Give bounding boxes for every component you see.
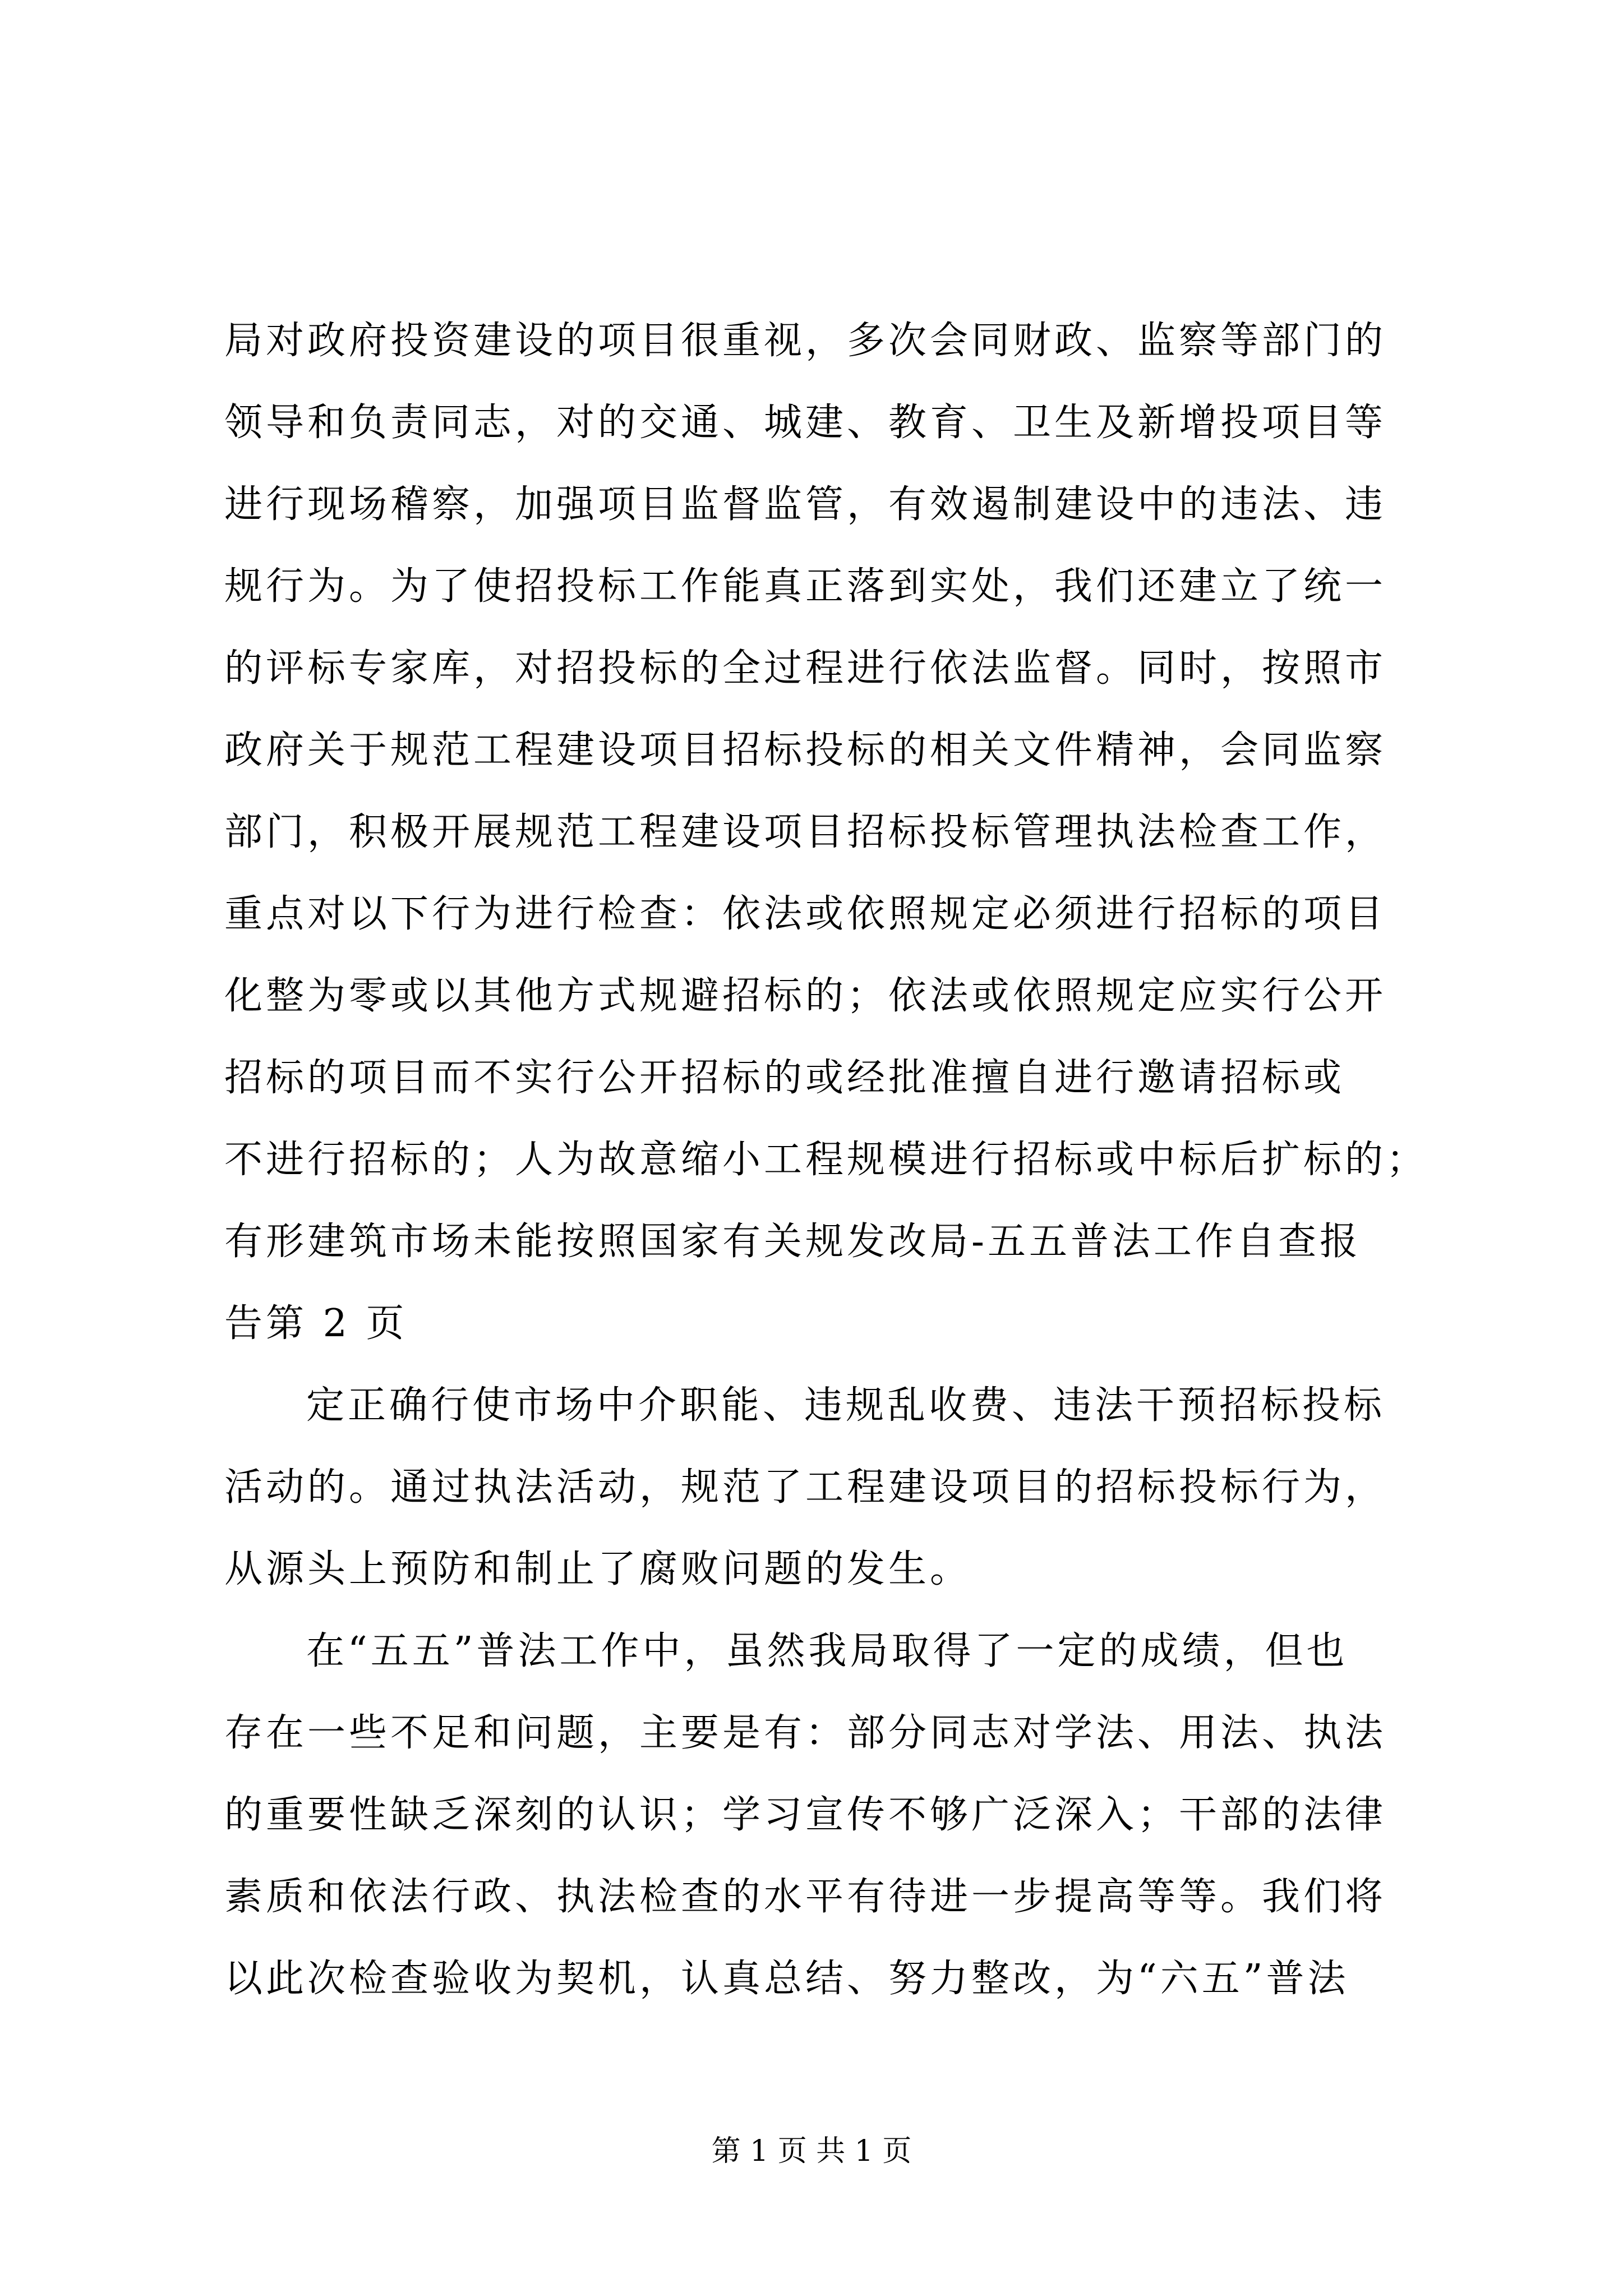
- text-line: 局对政府投资建设的项目很重视，多次会同财政、监察等部门的: [224, 319, 1387, 363]
- text-line: 从源头上预防和制止了腐败问题的发生。: [224, 1547, 972, 1591]
- text-line: 存在一些不足和问题，主要是有：部分同志对学法、用法、执法: [224, 1711, 1387, 1755]
- text-line: 领导和负责同志，对的交通、城建、教育、卫生及新增投项目等: [224, 401, 1387, 445]
- text-line: 活动的。通过执法活动，规范了工程建设项目的招标投标行为，: [224, 1465, 1387, 1510]
- document-body: [224, 300, 1430, 2020]
- text-line: 政府关于规范工程建设项目招标投标的相关文件精神，会同监察: [224, 728, 1387, 772]
- text-line: 进行现场稽察，加强项目监督监管，有效遏制建设中的违法、违: [224, 482, 1387, 527]
- text-line: 定正确行使市场中介职能、违规乱收费、违法干预招标投标: [306, 1383, 1386, 1428]
- text-line: 有形建筑市场未能按照国家有关规发改局-五五普法工作自查报: [224, 1220, 1361, 1264]
- text-line: 素质和依法行政、执法检查的水平有待进一步提高等等。我们将: [224, 1875, 1387, 1919]
- text-line: 在“五五”普法工作中，虽然我局取得了一定的成绩，但也: [306, 1629, 1348, 1673]
- text-line: 招标的项目而不实行公开招标的或经批准擅自进行邀请招标或: [224, 1056, 1345, 1100]
- paragraph-1: [224, 300, 1430, 1365]
- text-line: 化整为零或以其他方式规避招标的；依法或依照规定应实行公开: [224, 974, 1387, 1018]
- text-line: 告第 2 页: [224, 1301, 408, 1346]
- text-line: 规行为。为了使招投标工作能真正落到实处，我们还建立了统一: [224, 564, 1387, 609]
- text-line: 重点对以下行为进行检查：依法或依照规定必须进行招标的项目: [224, 892, 1387, 936]
- text-line: 不进行招标的；人为故意缩小工程规模进行招标或中标后扩标的；: [224, 1138, 1428, 1182]
- text-line: 的评标专家库，对招投标的全过程进行依法监督。同时，按照市: [224, 646, 1387, 691]
- text-line: 以此次检查验收为契机，认真总结、努力整改，为“六五”普法: [224, 1957, 1349, 2001]
- page-footer: 第 1 页 共 1 页: [711, 2134, 912, 2168]
- paragraph-2: [224, 1365, 1430, 1611]
- paragraph-3: [224, 1611, 1430, 2020]
- text-line: 的重要性缺乏深刻的认识；学习宣传不够广泛深入；干部的法律: [224, 1793, 1387, 1837]
- text-line: 部门，积极开展规范工程建设项目招标投标管理执法检查工作，: [224, 810, 1387, 854]
